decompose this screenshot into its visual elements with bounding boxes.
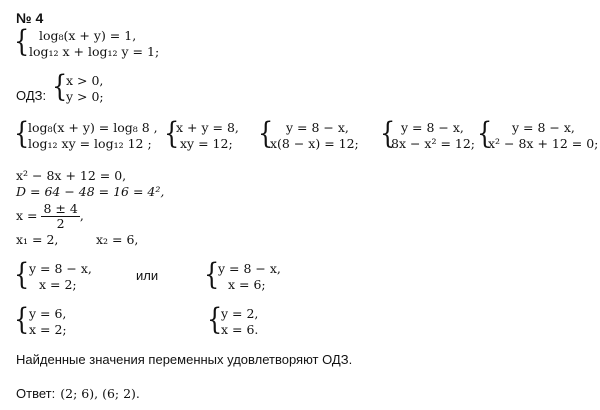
problem-system: [29, 28, 159, 60]
case-right-line-2: x = 6;: [228, 277, 266, 292]
odz-label: ОДЗ:: [16, 88, 47, 103]
answer-value: (2; 6), (6; 2).: [60, 386, 140, 401]
odz-conditions: [66, 73, 104, 105]
case-right-line-1: y = 8 − x,: [218, 261, 281, 276]
step5-brace: {: [477, 116, 493, 151]
step2-line-2: xy = 12;: [180, 136, 233, 151]
case-left-brace: {: [14, 257, 30, 292]
problem-number: № 4: [16, 10, 44, 26]
odz-brace: {: [52, 69, 68, 104]
root-x2: x₂ = 6,: [96, 232, 139, 247]
step4-line-2: 8x − x² = 12;: [391, 136, 476, 151]
step3-brace: {: [258, 116, 274, 151]
step1-brace: {: [14, 116, 30, 151]
system-brace: {: [14, 24, 30, 59]
odz-line-1: x > 0,: [66, 73, 104, 88]
step1-system: [28, 120, 158, 152]
step3-system: [270, 120, 359, 152]
result-right-system: [221, 306, 258, 338]
system-line-1: log₈(x + y) = 1,: [39, 28, 137, 43]
answer-label: Ответ:: [16, 386, 56, 401]
or-word: или: [136, 268, 159, 283]
step3-line-2: x(8 − x) = 12;: [270, 136, 359, 151]
step5-line-1: y = 8 − x,: [512, 120, 575, 135]
case-left-line-2: x = 2;: [39, 277, 77, 292]
system-line-2: log₁₂ x + log₁₂ y = 1;: [29, 44, 160, 59]
roots-fraction: [41, 202, 79, 231]
case-left-line-1: y = 8 − x,: [29, 261, 92, 276]
roots-x-label: x =: [16, 208, 38, 223]
result-right-line-2: x = 6.: [221, 322, 259, 337]
result-left-system: [29, 306, 67, 338]
case-left-system: [29, 261, 92, 293]
step1-line-1: log₈(x + y) = log₈ 8 ,: [28, 120, 158, 135]
root-x1: x₁ = 2,: [16, 232, 59, 247]
result-left-line-1: y = 6,: [29, 306, 67, 321]
quadratic-equation: x² − 8x + 12 = 0,: [16, 168, 127, 183]
step1-line-2: log₁₂ xy = log₁₂ 12 ;: [28, 136, 152, 151]
result-right-brace: {: [207, 302, 223, 337]
step2-line-1: x + y = 8,: [176, 120, 239, 135]
roots-formula-tail: ,: [79, 208, 84, 223]
step5-line-2: x² − 8x + 12 = 0;: [488, 136, 599, 151]
answer-line: [16, 383, 140, 402]
result-left-brace: {: [14, 302, 30, 337]
result-right-line-1: y = 2,: [221, 306, 259, 321]
step3-line-1: y = 8 − x,: [286, 120, 349, 135]
odz-line-2: y > 0;: [66, 89, 104, 104]
step2-system: [176, 120, 239, 152]
fraction-numerator: 8 ± 4: [43, 201, 78, 216]
case-right-system: [218, 261, 281, 293]
fraction-denominator: 2: [56, 216, 65, 231]
step5-system: [488, 120, 598, 152]
result-left-line-2: x = 2;: [29, 322, 67, 337]
step4-system: [391, 120, 475, 152]
step2-brace: {: [164, 116, 180, 151]
conclusion-text: Найденные значения переменных удовлетворяют ОДЗ.: [16, 352, 353, 367]
case-right-brace: {: [204, 257, 220, 292]
step4-brace: {: [380, 116, 396, 151]
roots-formula: [16, 202, 84, 231]
discriminant: D = 64 − 48 = 16 = 4²,: [16, 184, 165, 199]
step4-line-1: y = 8 − x,: [401, 120, 464, 135]
